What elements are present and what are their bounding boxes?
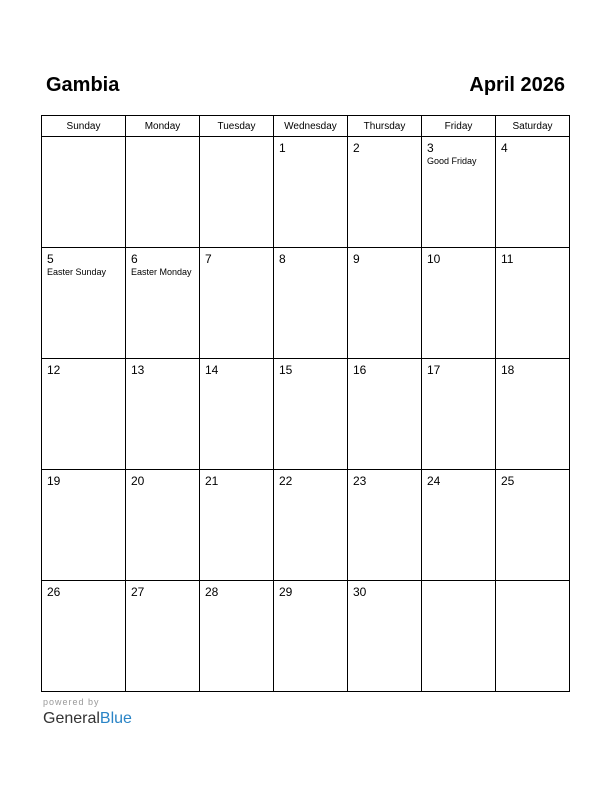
calendar-grid bbox=[41, 115, 570, 692]
day-cell bbox=[274, 137, 348, 248]
day-cell bbox=[348, 470, 422, 581]
day-cell bbox=[126, 470, 200, 581]
day-number bbox=[496, 581, 569, 585]
day-cell bbox=[496, 248, 570, 359]
day-cell bbox=[274, 581, 348, 692]
day-number: 19 bbox=[47, 474, 61, 488]
day-number: 17 bbox=[427, 363, 441, 377]
day-cell bbox=[422, 137, 496, 248]
day-cell bbox=[422, 470, 496, 581]
day-number: 13 bbox=[131, 363, 145, 377]
day-cell bbox=[126, 137, 200, 248]
footer bbox=[43, 697, 132, 729]
day-cell bbox=[496, 137, 570, 248]
day-number: 27 bbox=[131, 585, 145, 599]
day-number bbox=[42, 137, 125, 141]
weekday-friday: Friday bbox=[422, 116, 496, 137]
weekday-saturday: Saturday bbox=[496, 116, 570, 137]
holiday-label: Good Friday bbox=[427, 156, 477, 166]
day-cell bbox=[348, 359, 422, 470]
brand-part2: Blue bbox=[99, 710, 132, 727]
day-number: 15 bbox=[279, 363, 293, 377]
holiday-label: Easter Sunday bbox=[47, 267, 107, 277]
day-cell bbox=[496, 359, 570, 470]
weekday-tuesday: Tuesday bbox=[200, 116, 274, 137]
day-number: 18 bbox=[501, 363, 515, 377]
day-number: 26 bbox=[47, 585, 61, 599]
day-number: 9 bbox=[353, 252, 360, 266]
day-cell bbox=[496, 470, 570, 581]
generalblue-logo bbox=[43, 709, 132, 729]
country-title: Gambia bbox=[46, 74, 120, 96]
weekday-wednesday: Wednesday bbox=[274, 116, 348, 137]
day-number: 4 bbox=[501, 141, 508, 155]
week-row bbox=[42, 248, 570, 359]
day-number: 24 bbox=[427, 474, 441, 488]
weekday-monday: Monday bbox=[126, 116, 200, 137]
day-cell bbox=[42, 248, 126, 359]
day-number: 28 bbox=[205, 585, 219, 599]
day-cell bbox=[496, 581, 570, 692]
week-row bbox=[42, 581, 570, 692]
day-number: 12 bbox=[47, 363, 61, 377]
day-cell bbox=[274, 248, 348, 359]
day-number: 25 bbox=[501, 474, 515, 488]
day-cell bbox=[42, 137, 126, 248]
day-cell bbox=[200, 359, 274, 470]
week-row bbox=[42, 470, 570, 581]
day-cell bbox=[126, 359, 200, 470]
day-number: 14 bbox=[205, 363, 219, 377]
day-cell bbox=[42, 359, 126, 470]
day-cell bbox=[200, 248, 274, 359]
day-number: 21 bbox=[205, 474, 219, 488]
day-cell bbox=[348, 248, 422, 359]
day-cell bbox=[422, 359, 496, 470]
day-cell bbox=[126, 581, 200, 692]
day-number: 23 bbox=[353, 474, 367, 488]
week-row bbox=[42, 137, 570, 248]
day-number: 22 bbox=[279, 474, 293, 488]
day-number: 20 bbox=[131, 474, 145, 488]
day-number: 5 bbox=[47, 252, 54, 266]
day-number: 11 bbox=[501, 252, 514, 266]
powered-by-text: powered by bbox=[43, 697, 100, 707]
day-number: 29 bbox=[279, 585, 293, 599]
day-number: 7 bbox=[205, 252, 212, 266]
day-number bbox=[422, 581, 495, 585]
holiday-label: Easter Monday bbox=[131, 267, 192, 277]
day-number: 10 bbox=[427, 252, 441, 266]
day-cell bbox=[422, 248, 496, 359]
day-number bbox=[126, 137, 199, 141]
weekday-header-row bbox=[42, 116, 570, 137]
day-cell bbox=[348, 581, 422, 692]
day-cell bbox=[126, 248, 200, 359]
day-cell bbox=[200, 470, 274, 581]
day-cell bbox=[200, 137, 274, 248]
month-title: April 2026 bbox=[469, 74, 565, 96]
day-cell bbox=[274, 359, 348, 470]
day-number: 30 bbox=[353, 585, 367, 599]
day-number: 2 bbox=[353, 141, 360, 155]
day-cell bbox=[348, 137, 422, 248]
day-cell bbox=[422, 581, 496, 692]
calendar-body bbox=[42, 137, 570, 692]
day-number: 6 bbox=[131, 252, 138, 266]
day-cell bbox=[42, 470, 126, 581]
day-number: 3 bbox=[427, 141, 434, 155]
day-number: 16 bbox=[353, 363, 367, 377]
day-cell bbox=[274, 470, 348, 581]
day-number bbox=[200, 137, 273, 141]
week-row bbox=[42, 359, 570, 470]
weekday-sunday: Sunday bbox=[42, 116, 126, 137]
day-number: 1 bbox=[279, 141, 286, 155]
calendar-header bbox=[46, 72, 565, 98]
day-number: 8 bbox=[279, 252, 286, 266]
weekday-thursday: Thursday bbox=[348, 116, 422, 137]
day-cell bbox=[200, 581, 274, 692]
day-cell bbox=[42, 581, 126, 692]
brand-part1: General bbox=[43, 710, 100, 727]
